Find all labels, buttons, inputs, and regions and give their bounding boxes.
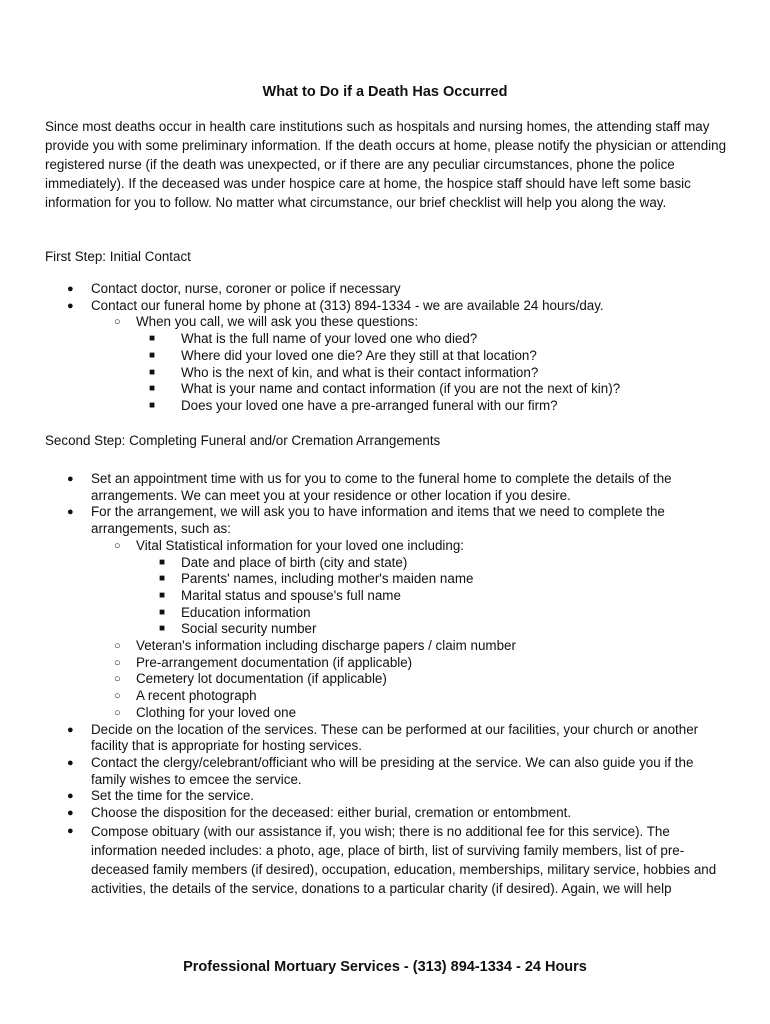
list-item: ○ Vital Statistical information for your loved one including: bbox=[114, 537, 464, 553]
square-bullet-icon: ■ bbox=[159, 573, 166, 585]
square-bullet-icon: ■ bbox=[149, 383, 156, 395]
list-item: ● Contact our funeral home by phone at (313) 894-1334 - we are available 24 hours/day. bbox=[67, 297, 604, 313]
list-item: ■ Parents' names, including mother's maiden name bbox=[159, 571, 474, 587]
page-footer: Professional Mortuary Services - (313) 894-1334 - 24 Hours bbox=[183, 959, 587, 975]
list-item: ○ Pre-arrangement documentation (if applicable) bbox=[114, 654, 413, 670]
square-bullet-icon: ■ bbox=[159, 623, 166, 635]
step1-list bbox=[0, 281, 770, 415]
list-item: ■ Marital status and spouse's full name bbox=[159, 587, 401, 603]
square-bullet-icon: ■ bbox=[149, 399, 156, 411]
list-item: ○ Cemetery lot documentation (if applicable) bbox=[114, 671, 387, 687]
list-item: ■ What is your name and contact information (if you are not the next of kin)? bbox=[149, 381, 621, 397]
square-bullet-icon: ■ bbox=[149, 333, 156, 345]
step2-heading: Second Step: Completing Funeral and/or Cremation Arrangements bbox=[45, 433, 441, 448]
bullet-icon: ● bbox=[67, 506, 74, 519]
list-item: ■ What is the full name of your loved one who died? bbox=[149, 331, 478, 347]
circle-bullet-icon: ○ bbox=[114, 673, 121, 686]
bullet-icon: ● bbox=[67, 824, 74, 837]
list-item: ■ Who is the next of kin, and what is their contact information? bbox=[149, 364, 539, 380]
list-item: ■ Date and place of birth (city and state) bbox=[159, 554, 408, 570]
list-item: ● For the arrangement, we will ask you to have information and items that we need to complete the arrangements, such as: bbox=[67, 504, 665, 537]
square-bullet-icon: ■ bbox=[149, 349, 156, 361]
list-item: ○ When you call, we will ask you these questions: bbox=[114, 314, 419, 330]
bullet-icon: ● bbox=[67, 299, 74, 312]
list-item: ○ Veteran's information including discharge papers / claim number bbox=[114, 638, 516, 654]
list-item: ■ Education information bbox=[159, 604, 311, 620]
square-bullet-icon: ■ bbox=[159, 556, 166, 568]
list-item: ○ A recent photograph bbox=[114, 688, 257, 704]
list-item: ● Contact the clergy/celebrant/officiant who will be presiding at the service. We can also guide you if the family wishes to emcee the service. bbox=[67, 754, 694, 787]
page-title: What to Do if a Death Has Occurred bbox=[262, 84, 508, 100]
list-item: ■ Does your loved one have a pre-arranged funeral with our firm? bbox=[149, 397, 558, 413]
bullet-icon: ● bbox=[67, 790, 74, 803]
circle-bullet-icon: ○ bbox=[114, 656, 121, 669]
list-item: ○ Clothing for your loved one bbox=[114, 704, 297, 720]
bullet-icon: ● bbox=[67, 723, 74, 736]
step2-list bbox=[0, 471, 770, 898]
step1-heading: First Step: Initial Contact bbox=[45, 249, 191, 264]
list-item: ● Compose obituary (with our assistance if, you wish; there is no additional fee for this service). The information needed includes: a photo, age, place of birth, list of surviving family members, list of pre-deceased family members (if desired), occupation, education, memberships, military service, hobbies and activities, the details of the service, donations to a particular charity (if desired). Again, we will help bbox=[67, 823, 717, 896]
circle-bullet-icon: ○ bbox=[114, 706, 121, 719]
list-item: ● Set an appointment time with us for you to come to the funeral home to complete the details of the arrangements. We can meet you at your residence or other location if you desire. bbox=[67, 471, 672, 503]
square-bullet-icon: ■ bbox=[149, 366, 156, 378]
list-item: ■ Where did your loved one die? Are they still at that location? bbox=[149, 347, 537, 363]
circle-bullet-icon: ○ bbox=[114, 640, 121, 653]
list-item: ● Set the time for the service. bbox=[67, 788, 254, 804]
bullet-icon: ● bbox=[67, 807, 74, 820]
list-item: ■ Social security number bbox=[159, 621, 317, 637]
circle-bullet-icon: ○ bbox=[114, 539, 121, 552]
bullet-icon: ● bbox=[67, 756, 74, 769]
list-item: ● Choose the disposition for the deceased: either burial, cremation or entombment. bbox=[67, 805, 572, 821]
intro-paragraph: Since most deaths occur in health care institutions such as hospitals and nursing homes, the attending staff may provide you with some preliminary information. If the death occurs at home, please notify the physician or attending registered nurse (if the death was unexpected, or if there are any peculiar circumstances, phone the police immediately). If the deceased was under hospice care at home, the hospice staff should have left some basic information for you to follow. No matter what circumstance, our brief checklist will help you along the way. bbox=[45, 119, 727, 210]
list-item: ● Contact doctor, nurse, coroner or police if necessary bbox=[67, 281, 401, 296]
circle-bullet-icon: ○ bbox=[114, 690, 121, 703]
bullet-icon: ● bbox=[67, 283, 74, 295]
bullet-icon: ● bbox=[67, 473, 74, 485]
square-bullet-icon: ■ bbox=[159, 589, 166, 601]
circle-bullet-icon: ○ bbox=[114, 316, 121, 329]
list-item: ● Decide on the location of the services. These can be performed at our facilities, your church or another facility that is appropriate for hosting services. bbox=[67, 721, 699, 754]
square-bullet-icon: ■ bbox=[159, 606, 166, 618]
